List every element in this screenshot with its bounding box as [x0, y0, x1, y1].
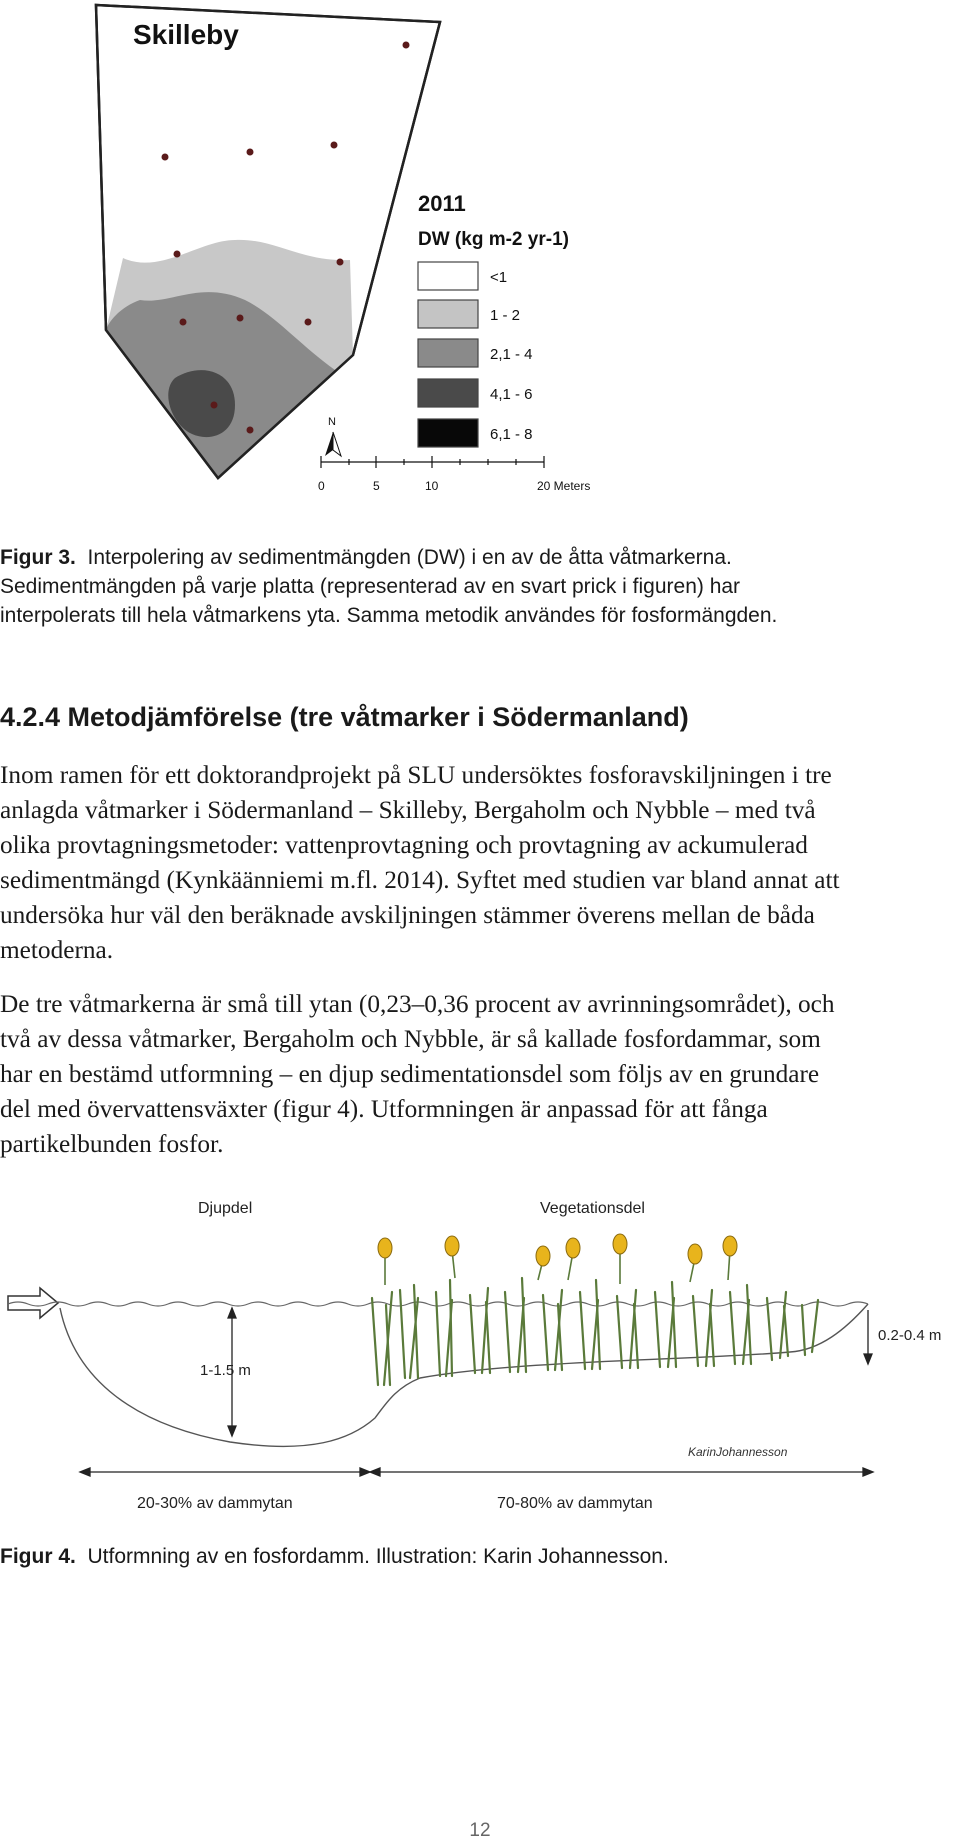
figure4-caption — [0, 1542, 960, 1571]
sample-dot — [174, 251, 181, 258]
iris-flowers — [378, 1234, 737, 1266]
figure3-caption — [0, 543, 960, 630]
flower-icon — [613, 1234, 627, 1254]
sample-dot — [305, 319, 312, 326]
figure3-text-line2: Sedimentmängden på varje platta (representerad av en svart prick i figuren) har — [0, 575, 741, 598]
sample-dot — [180, 319, 187, 326]
sediment-map-figure — [0, 0, 960, 500]
label-vegetation: Vegetationsdel — [540, 1200, 645, 1217]
site-name: Skilleby — [133, 19, 239, 50]
legend-swatch-4 — [418, 379, 478, 407]
legend-swatch-1 — [418, 262, 478, 290]
scale-tick-20: 20 Meters — [537, 479, 591, 493]
figure3-label: Figur 3. — [0, 546, 76, 569]
legend-label-5: 6,1 - 8 — [490, 426, 533, 443]
share-deep-label: 20-30% av dammytan — [137, 1495, 293, 1512]
scale-tick-10: 10 — [425, 479, 439, 493]
flower-icon — [723, 1236, 737, 1256]
scale-bar — [321, 456, 544, 468]
legend-label-3: 2,1 - 4 — [490, 346, 533, 363]
figure3-text-line1: Interpolering av sedimentmängden (DW) i en av de åtta våtmarkerna. — [87, 546, 732, 569]
figure3-text-line3: interpolerats till hela våtmarkens yta. Samma metodik användes för fosformängden. — [0, 604, 778, 627]
sample-dot — [247, 149, 254, 156]
legend-swatch-5 — [418, 419, 478, 447]
depth-deep-label: 1-1.5 m — [200, 1362, 251, 1379]
paragraph-2-line: De tre våtmarkerna är små till ytan (0,23–0,36 procent av avrinningsområdet), och — [0, 990, 835, 1018]
paragraph-2-line: del med övervattensväxter (figur 4). Utformningen är anpassad för att fånga — [0, 1095, 768, 1123]
depth-arrow-shallow — [864, 1310, 872, 1364]
paragraph-1-line: undersöka hur väl den beräknade avskiljningen stämmer överens mellan de båda — [0, 901, 815, 929]
label-deep: Djupdel — [198, 1200, 253, 1217]
illustrator-signature: KarinJohannesson — [688, 1445, 788, 1459]
flower-icon — [378, 1238, 392, 1258]
paragraph-2-line: har en bestämd utformning – en djup sedimentationsdel som följs av en grundare — [0, 1060, 820, 1088]
paragraph-2-line: partikelbunden fosfor. — [0, 1130, 224, 1158]
sample-dot — [403, 42, 410, 49]
scale-tick-5: 5 — [373, 479, 380, 493]
page-number: 12 — [469, 1820, 491, 1841]
north-arrow-icon — [325, 416, 341, 456]
flower-icon — [688, 1244, 702, 1264]
scale-tick-0: 0 — [318, 479, 325, 493]
paragraph-1-line: olika provtagningsmetoder: vattenprovtagning och provtagning av ackumulerad — [0, 831, 808, 859]
share-veg-label: 70-80% av dammytan — [497, 1495, 653, 1512]
paragraph-1 — [0, 758, 960, 968]
sample-dot — [162, 154, 169, 161]
paragraph-2 — [0, 987, 960, 1162]
legend-label-2: 1 - 2 — [490, 307, 521, 324]
paragraph-1-line: sedimentmängd (Kynkäänniemi m.fl. 2014). Syftet med studien var bland annat att — [0, 866, 840, 894]
reed-vegetation — [372, 1278, 818, 1385]
sample-dot — [237, 315, 244, 322]
sample-dot — [247, 427, 254, 434]
legend-label-1: <1 — [490, 269, 508, 286]
north-label: N — [328, 416, 336, 428]
figure4-label: Figur 4. — [0, 1545, 76, 1568]
sample-dot — [211, 402, 218, 409]
width-arrows — [80, 1468, 873, 1476]
legend-title: DW (kg m-2 yr-1) — [418, 229, 569, 250]
paragraph-1-line: metoderna. — [0, 936, 114, 964]
paragraph-1-line: Inom ramen för ett doktorandprojekt på SLU undersöktes fosforavskiljningen i tre — [0, 761, 832, 789]
legend-label-4: 4,1 - 6 — [490, 386, 533, 403]
paragraph-2-line: två av dessa våtmarker, Bergaholm och Nybble, är så kallade fosfordammar, som — [0, 1025, 821, 1053]
legend-swatch-2 — [418, 300, 478, 328]
sample-dot — [337, 259, 344, 266]
pond-illustration — [0, 1180, 960, 1520]
flower-icon — [536, 1246, 550, 1266]
section-heading: 4.2.4 Metodjämförelse (tre våtmarker i Södermanland) — [0, 702, 689, 732]
figure4-text: Utformning av en fosfordamm. Illustration: Karin Johannesson. — [87, 1545, 669, 1568]
legend-swatch-3 — [418, 339, 478, 367]
sample-dot — [331, 142, 338, 149]
map-legend — [418, 191, 569, 447]
legend-year: 2011 — [418, 191, 466, 216]
flower-icon — [445, 1236, 459, 1256]
paragraph-1-line: anlagda våtmarker i Södermanland – Skilleby, Bergaholm och Nybble – med två — [0, 796, 816, 824]
depth-shallow-label: 0.2-0.4 m — [878, 1327, 942, 1344]
flower-icon — [566, 1238, 580, 1258]
water-surface — [8, 1302, 868, 1306]
